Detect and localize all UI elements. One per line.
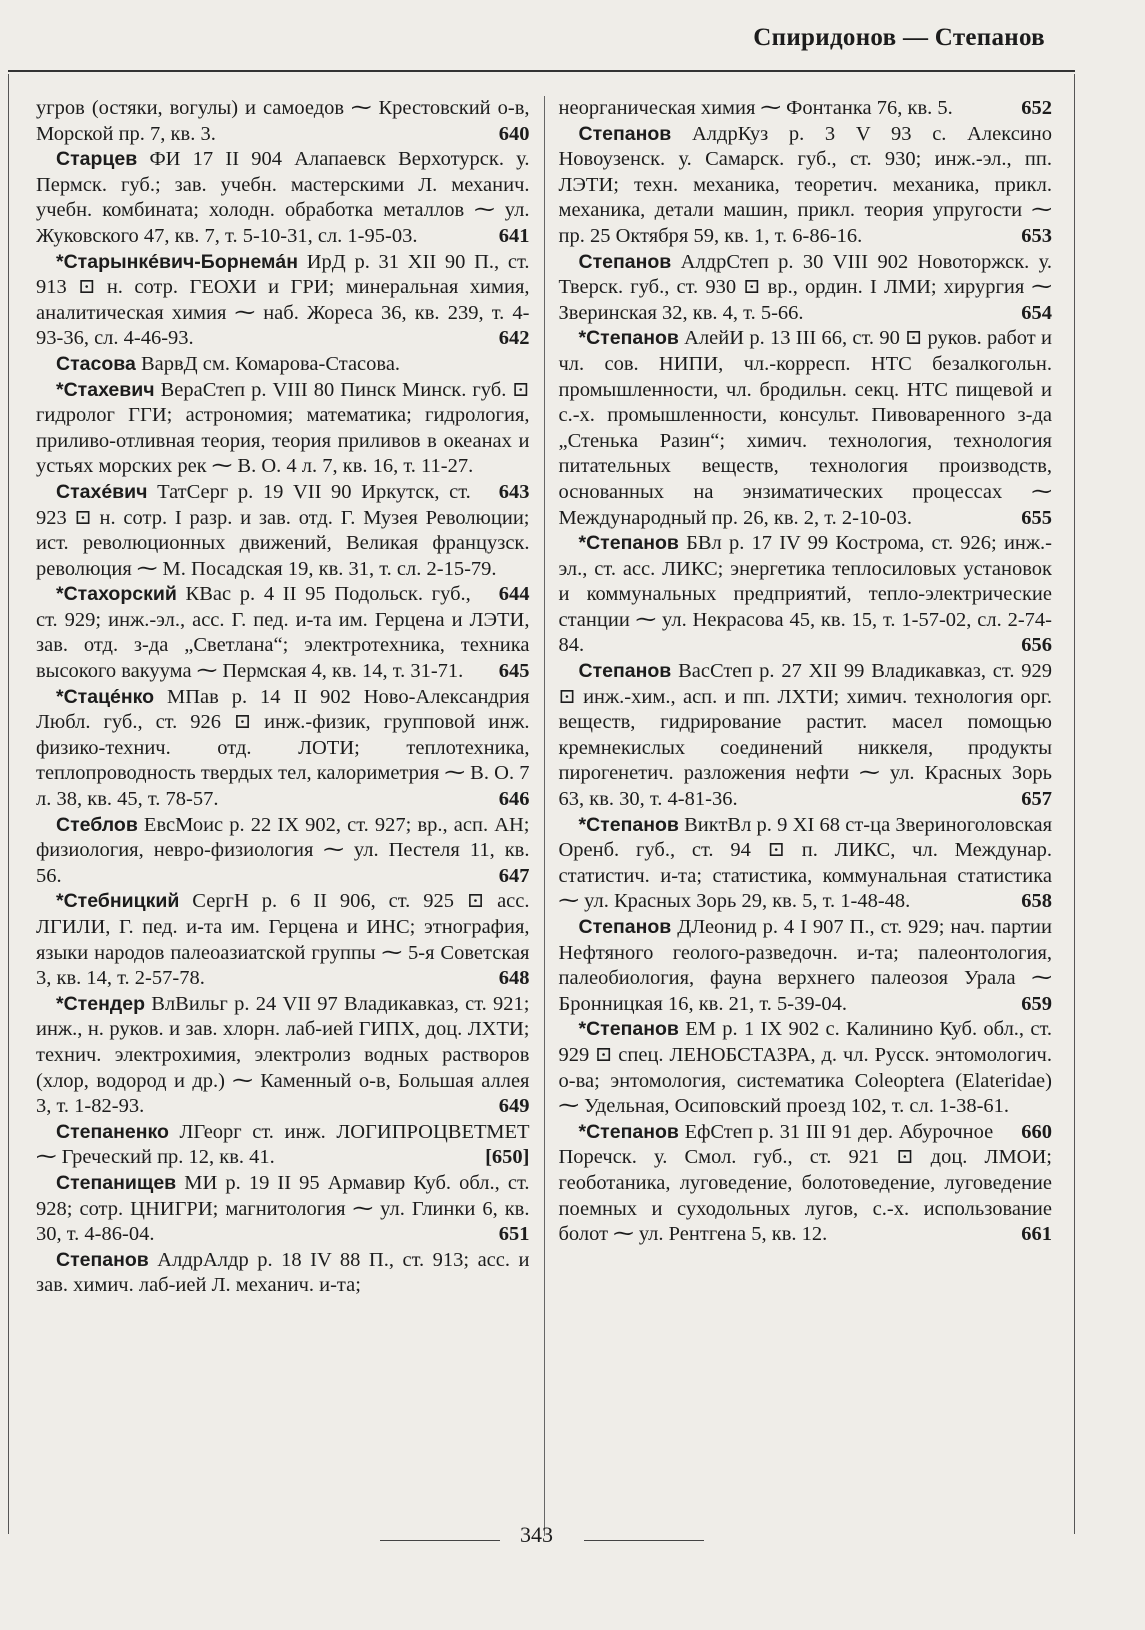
entry-text: МИ р. 19 II 95 Армавир Куб. обл., ст. 928; сотр. ЦНИГРИ; магнитология ⁓ ул. Глинки 6, кв. 30, т. 4-86-04. [36,1171,530,1246]
entry-number: 646 [498,788,530,811]
entry-number: 640 [498,122,530,145]
footer-rule-left [380,1540,500,1541]
entry-number: 661 [1021,1223,1052,1246]
entry-name: *Степанов [578,1018,679,1041]
entry-text: СергН р. 6 II 906, ст. 925 ⊡ асс. ЛГИЛИ, Г. пед. и-та им. Герцена и ИНС; этнография, языки народов палеоазиатской группы ⁓ 5-я Советская 3, кв. 14, т. 2-57-78. [36,890,530,990]
header-rule [8,70,1075,72]
entry-text: ВарвД см. Комарова-Стасова. [135,352,401,375]
entry-number: 658 [1021,890,1052,913]
entry-number: 642 [498,327,530,350]
dictionary-entry [36,685,530,813]
entry-number: 654 [1021,301,1052,324]
entry-number: 641 [498,224,530,247]
dictionary-entry [36,96,530,147]
left-frame-line [8,74,9,1534]
dictionary-entry [559,659,1053,813]
entry-name: Степанов [578,916,672,938]
entry-text: МПав р. 14 II 902 Ново-Александрия Любл. губ., ст. 926 ⊡ инж.-физик, групповой инж. физико-технич. отд. ЛОТИ; теплотехника, теплопроводность твердых тел, калориметрия ⁓ В. О. 7 л. 38, кв. 45, т. 78-57. [36,685,530,811]
dictionary-entry [559,250,1053,327]
entry-number: 649 [498,1095,530,1118]
entry-text: ФИ 17 II 904 Алапаевск Верхотурск. у. Пермск. губ.; зав. учебн. мастерскими Л. механич. учебн. комбината; холодн. обработка металлов ⁓ ул. Жуковского 47, кв. 7, т. 5-10-31, сл. 1-95-03. [36,148,530,247]
entry-text: АлейИ р. 13 III 66, ст. 90 ⊡ руков. работ и чл. сов. НИПИ, чл.-корресп. НТС безалкогольн. промышленности, чл. бродильн. секц. НТС пищевой и с.-х. промышленности, консульт. Пивоваренного з-да „Стенька Разин“; химич. технология, технология питательных веществ, технология производств, основанных на энзиматических процессах ⁓ Международный пр. 26, кв. 2, т. 2-10-03. [558,327,1052,529]
entry-text: ТатСерг р. 19 VII 90 Иркутск, ст. 923 ⊡ н. сотр. I разр. и зав. отд. Г. Музея Революции; ист. революционных движений, Великая французск. революция ⁓ М. Посадская 19, кв. 31, т. сл. 2-15-79. [36,480,530,580]
entry-name: *Степанов [578,1120,679,1143]
entry-name: Степанов [578,122,672,145]
entry-name: Стахéвич [56,480,148,503]
entry-name: Степанов [578,250,672,273]
dictionary-entry [36,1248,530,1299]
entry-text: АлдрСтеп р. 30 VIII 902 Новоторжск. у. Тверск. губ., ст. 930 ⊡ вр., ордин. I ЛМИ; хирургия ⁓ Зверинская 32, кв. 4, т. 5-66. [558,250,1052,324]
entry-number: 648 [498,967,530,990]
dictionary-entry [559,915,1053,1017]
entry-number: 652 [1021,97,1052,119]
entry-number: 647 [498,864,530,887]
entry-name: Старцев [56,148,138,171]
entry-name: *Степанов [578,327,679,350]
entry-number: 653 [1021,224,1052,247]
entry-name: *Стахорский [56,583,177,606]
entry-number: 644 [498,583,530,606]
dictionary-entry [559,122,1053,250]
entry-text: АлдрКуз р. 3 V 93 с. Алексино Новоузенск. у. Самарск. губ., ст. 930; инж.-эл., пп. ЛЭТИ; техн. механика, теоретич. механика, прикл. механика, детали машин, прикл. теория упругости ⁓ пр. 25 Октября 59, кв. 1, т. 6-86-16. [558,122,1052,247]
entry-number: 651 [498,1223,530,1246]
entry-text: ВасСтеп р. 27 XII 99 Владикавказ, ст. 929 ⊡ инж.-хим., асп. и пп. ЛХТИ; химич. технология орг. веществ, гидрирование растит. масел помощью кремнекислых соединений никкеля, продукты пирогенетич. разложения нефти ⁓ ул. Красных Зорь 63, кв. 30, т. 4-81-36. [558,660,1052,811]
dictionary-entry [559,1120,1053,1248]
entry-text: ВиктВл р. 9 XI 68 ст-ца Звериноголовская Оренб. губ., ст. 94 ⊡ п. ЛИКС, чл. Междунар. статистич. и-та; статистика, коммунальная статистика ⁓ ул. Красных Зорь 29, кв. 5, т. 1-48-48. [558,813,1052,913]
entry-text: ВераСтеп р. VIII 80 Пинск Минск. губ. ⊡ гидролог ГГИ; астрономия; математика; гидрология, приливо-отливная теория, теория приливов в океанах и устьях морских рек ⁓ В. О. 4 л. 7, кв. 16, т. 11-27. [36,378,530,478]
dictionary-columns [36,96,1052,1524]
entry-text: ЕМ р. 1 IX 902 с. Калинино Куб. обл., ст. 929 ⊡ спец. ЛЕНОБСТАЗРА, д. чл. Русск. энтомологич. о-ва; энтомология, систематика Coleoptera (Elateridae) ⁓ Удельная, Осиповский проезд 102, т. сл. 1-38-61. [558,1018,1052,1118]
right-frame-line [1074,74,1075,1534]
entry-number: 656 [1021,634,1052,657]
dictionary-entry [36,250,530,352]
entry-name: *Стендер [56,992,145,1015]
dictionary-entry [36,889,530,991]
entry-text: ЕвсМоис р. 22 IX 902, ст. 927; вр., асп. АН; физиология, невро-физиология ⁓ ул. Пестеля 11, кв. 56. [36,813,530,887]
entry-name: *Стацéнко [56,685,155,708]
entry-name: *Стебницкий [56,890,180,913]
dictionary-entry [558,1017,1053,1143]
entry-text: угров (остяки, вогулы) и самоедов ⁓ Крестовский о-в, Морской пр. 7, кв. 3. [36,97,530,145]
footer-rule-right [584,1540,704,1541]
entry-name: Стеблов [56,813,138,836]
entry-name: *Степанов [578,532,679,555]
entry-number: 655 [1021,506,1052,529]
entry-name: Степанов [56,1248,149,1271]
dictionary-entry [36,1120,530,1171]
entry-number: 645 [498,660,530,683]
entry-name: *Стахевич [56,378,155,401]
dictionary-entry [559,326,1053,531]
entry-name: Степанов [578,660,672,683]
entry-number: 660 [1021,1120,1052,1143]
entry-number: [650] [485,1146,530,1169]
entry-name: Степаненко [56,1120,169,1143]
entry-name: Степанищев [56,1171,177,1194]
dictionary-entry [559,531,1053,659]
entry-number: 657 [1021,788,1052,811]
entry-text: ВлВильг р. 24 VII 97 Владикавказ, ст. 921; инж., н. руков. и зав. хлорн. лаб-ией ГИПХ, доц. ЛХТИ; технич. электрохимия, электролиз водных растворов (хлор, водород и др.) ⁓ Каменный о-в, Большая аллея 3, т. 1-82-93. [36,992,530,1118]
entry-number: 659 [1021,992,1052,1015]
left-column [36,96,544,1524]
right-column [545,96,1053,1524]
dictionary-entry [559,813,1053,915]
running-header: Спиридонов — Степанов [753,24,1045,51]
dictionary-entry [36,582,530,684]
dictionary-entry [36,992,530,1120]
entry-text: ИрД р. 31 XII 90 П., ст. 913 ⊡ н. сотр. ГЕОХИ и ГРИ; минеральная химия, аналитическая химия ⁓ наб. Жореса 36, кв. 239, т. 4-93-36, сл. 4-46-93. [36,250,530,350]
entry-text: АлдрАлдр р. 18 IV 88 П., ст. 913; асс. и зав. химич. лаб-ией Л. механич. и-та; [36,1248,530,1297]
dictionary-entry [36,813,530,890]
entry-text: ЛГеорг ст. инж. ЛОГИПРОЦВЕТМЕТ ⁓ Греческий пр. 12, кв. 41. [36,1120,530,1169]
entry-name: *Старынкéвич-Борнемáн [56,250,299,273]
entry-text: неорганическая химия ⁓ Фонтанка 76, кв. 5. [558,97,953,119]
page-number: 343 [520,1522,553,1547]
dictionary-entry [559,96,1053,122]
entry-name: Стасова [56,352,136,375]
entry-text: БВл р. 17 IV 99 Кострома, ст. 926; инж.-эл., ст. асс. ЛИКС; энергетика теплосиловых установок и коммунальных предприятий, тепло-электрические станции ⁓ ул. Некрасова 45, кв. 15, т. 1-57-02, сл. 2-74-84. [558,532,1052,657]
dictionary-entry [36,352,530,378]
dictionary-entry [36,147,530,249]
dictionary-entry [36,1171,530,1248]
entry-text: ДЛеонид р. 4 I 907 П., ст. 929; нач. партии Нефтяного геолого-разведочн. и-та; палеонтология, палеобиология, фауна верхнего палеозоя Урала ⁓ Бронницкая 16, кв. 21, т. 5-39-04. [558,916,1052,1015]
entry-text: КВас р. 4 II 95 Подольск. губ., ст. 929; инж.-эл., асс. Г. пед. и-та им. Герцена и ЛЭТИ, зав. отд. з-да „Светлана“; электротехника, техника высокого вакуума ⁓ Пермская 4, кв. 14, т. 31-71. [36,583,530,683]
entry-text: ЕфСтеп р. 31 III 91 дер. Абурочное Поречск. у. Смол. губ., ст. 921 ⊡ доц. ЛМОИ; геоботаника, луговедение, болотоведение, луговедение поемных и суходольных лугов, с.-х. использование болот ⁓ ул. Рентгена 5, кв. 12. [558,1120,1052,1246]
entry-number: 643 [498,480,530,503]
entry-name: *Степанов [578,813,679,836]
